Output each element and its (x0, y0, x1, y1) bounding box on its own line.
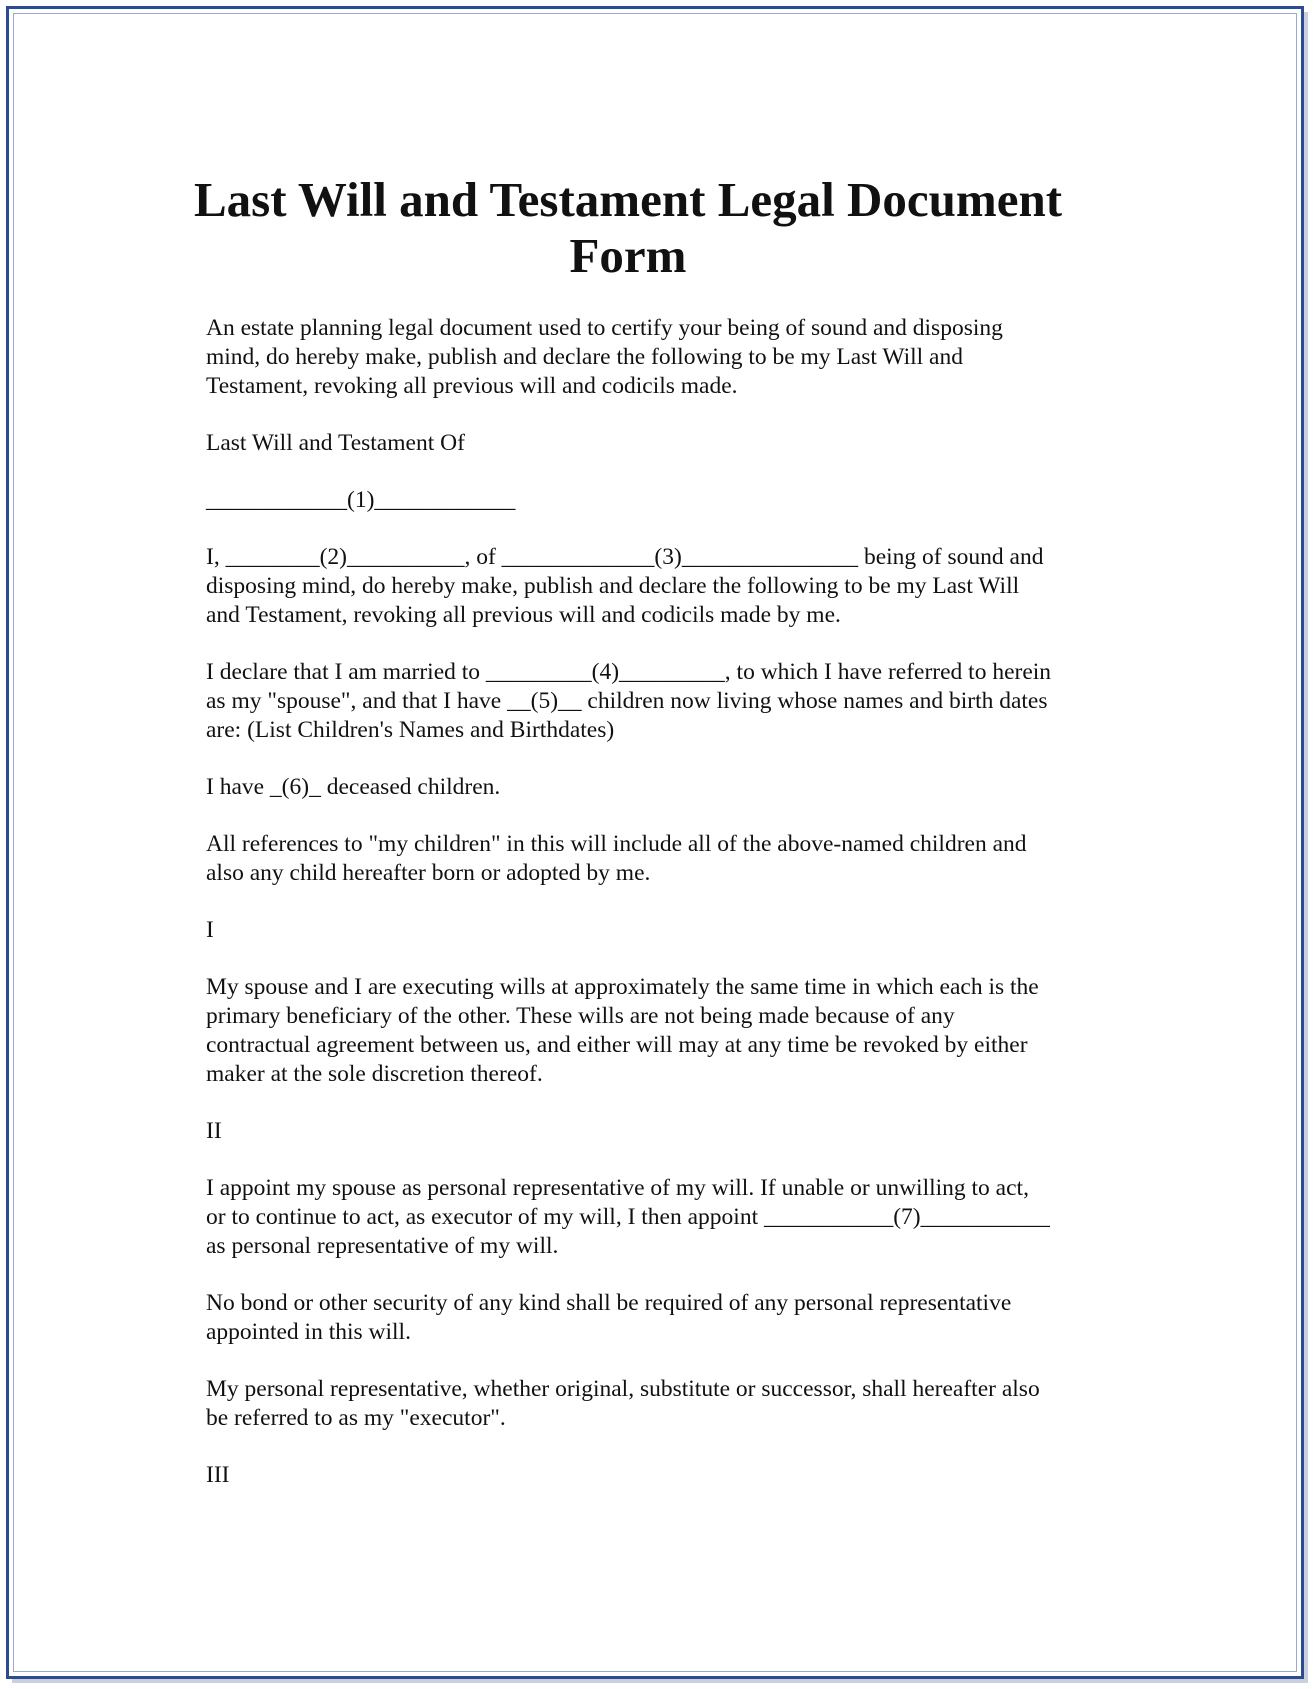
text-line: as my "spouse", and that I have __(5)__ children now living whose names and birth dates (206, 688, 1048, 714)
text-line: also any child hereafter born or adopted by me. (206, 860, 651, 886)
declaration-paragraph (206, 543, 1106, 630)
executor-appointment-paragraph (206, 1174, 1106, 1261)
page-shadow-right (1304, 12, 1308, 1682)
text-line: appointed in this will. (206, 1319, 411, 1345)
children-references-paragraph (206, 830, 1106, 888)
text-line: I, ________(2)__________, of _____________(3)_______________ being of sound and (206, 544, 1044, 570)
deceased-children-paragraph (206, 773, 1106, 802)
text-line: No bond or other security of any kind shall be required of any personal representative (206, 1290, 1012, 1316)
testator-name-blank (206, 486, 1106, 515)
marriage-paragraph (206, 658, 1106, 745)
document-title (178, 172, 1078, 284)
text-line: disposing mind, do hereby make, publish and declare the following to be my Last Will (206, 573, 1020, 599)
text-line: I have _(6)_ deceased children. (206, 774, 501, 800)
document-page (193, 172, 1106, 1518)
page-shadow-bottom (12, 1679, 1308, 1683)
will-heading (206, 429, 1106, 458)
text-line: ____________(1)____________ (206, 487, 516, 513)
text-line: primary beneficiary of the other. These wills are not being made because of any (206, 1003, 955, 1029)
text-line: contractual agreement between us, and either will may at any time be revoked by either (206, 1032, 1028, 1058)
text-line: III (206, 1462, 230, 1488)
text-line: I declare that I am married to _________(4)_________, to which I have referred to herein (206, 659, 1052, 685)
text-line: and Testament, revoking all previous will and codicils made by me. (206, 602, 841, 628)
text-line: My personal representative, whether original, substitute or successor, shall hereafter also (206, 1376, 1040, 1402)
text-line: My spouse and I are executing wills at approximately the same time in which each is the (206, 974, 1039, 1000)
text-line: I appoint my spouse as personal representative of my will. If unable or unwilling to act, (206, 1175, 1029, 1201)
text-line: are: (List Children's Names and Birthdates) (206, 717, 615, 743)
text-line: maker at the sole discretion thereof. (206, 1061, 543, 1087)
text-line: I (206, 917, 214, 943)
mutual-wills-paragraph (206, 973, 1106, 1089)
section-heading-2 (206, 1117, 1106, 1146)
document-title-line-2: Form (569, 228, 687, 283)
section-heading-3 (206, 1461, 1106, 1490)
text-line: Last Will and Testament Of (206, 430, 465, 456)
intro-paragraph (206, 314, 1106, 401)
text-line: Testament, revoking all previous will and codicils made. (206, 373, 738, 399)
text-line: mind, do hereby make, publish and declare the following to be my Last Will and (206, 344, 963, 370)
document-title-line-1: Last Will and Testament Legal Document (193, 172, 1063, 227)
text-line: be referred to as my "executor". (206, 1405, 506, 1431)
text-line: All references to "my children" in this will include all of the above-named children and (206, 831, 1027, 857)
text-line: as personal representative of my will. (206, 1233, 559, 1259)
bond-paragraph (206, 1289, 1106, 1347)
section-heading-1 (206, 916, 1106, 945)
text-line: An estate planning legal document used to certify your being of sound and disposing (206, 315, 1003, 341)
text-line: or to continue to act, as executor of my will, I then appoint ___________(7)___________ (206, 1204, 1050, 1230)
executor-definition-paragraph (206, 1375, 1106, 1433)
text-line: II (206, 1118, 222, 1144)
